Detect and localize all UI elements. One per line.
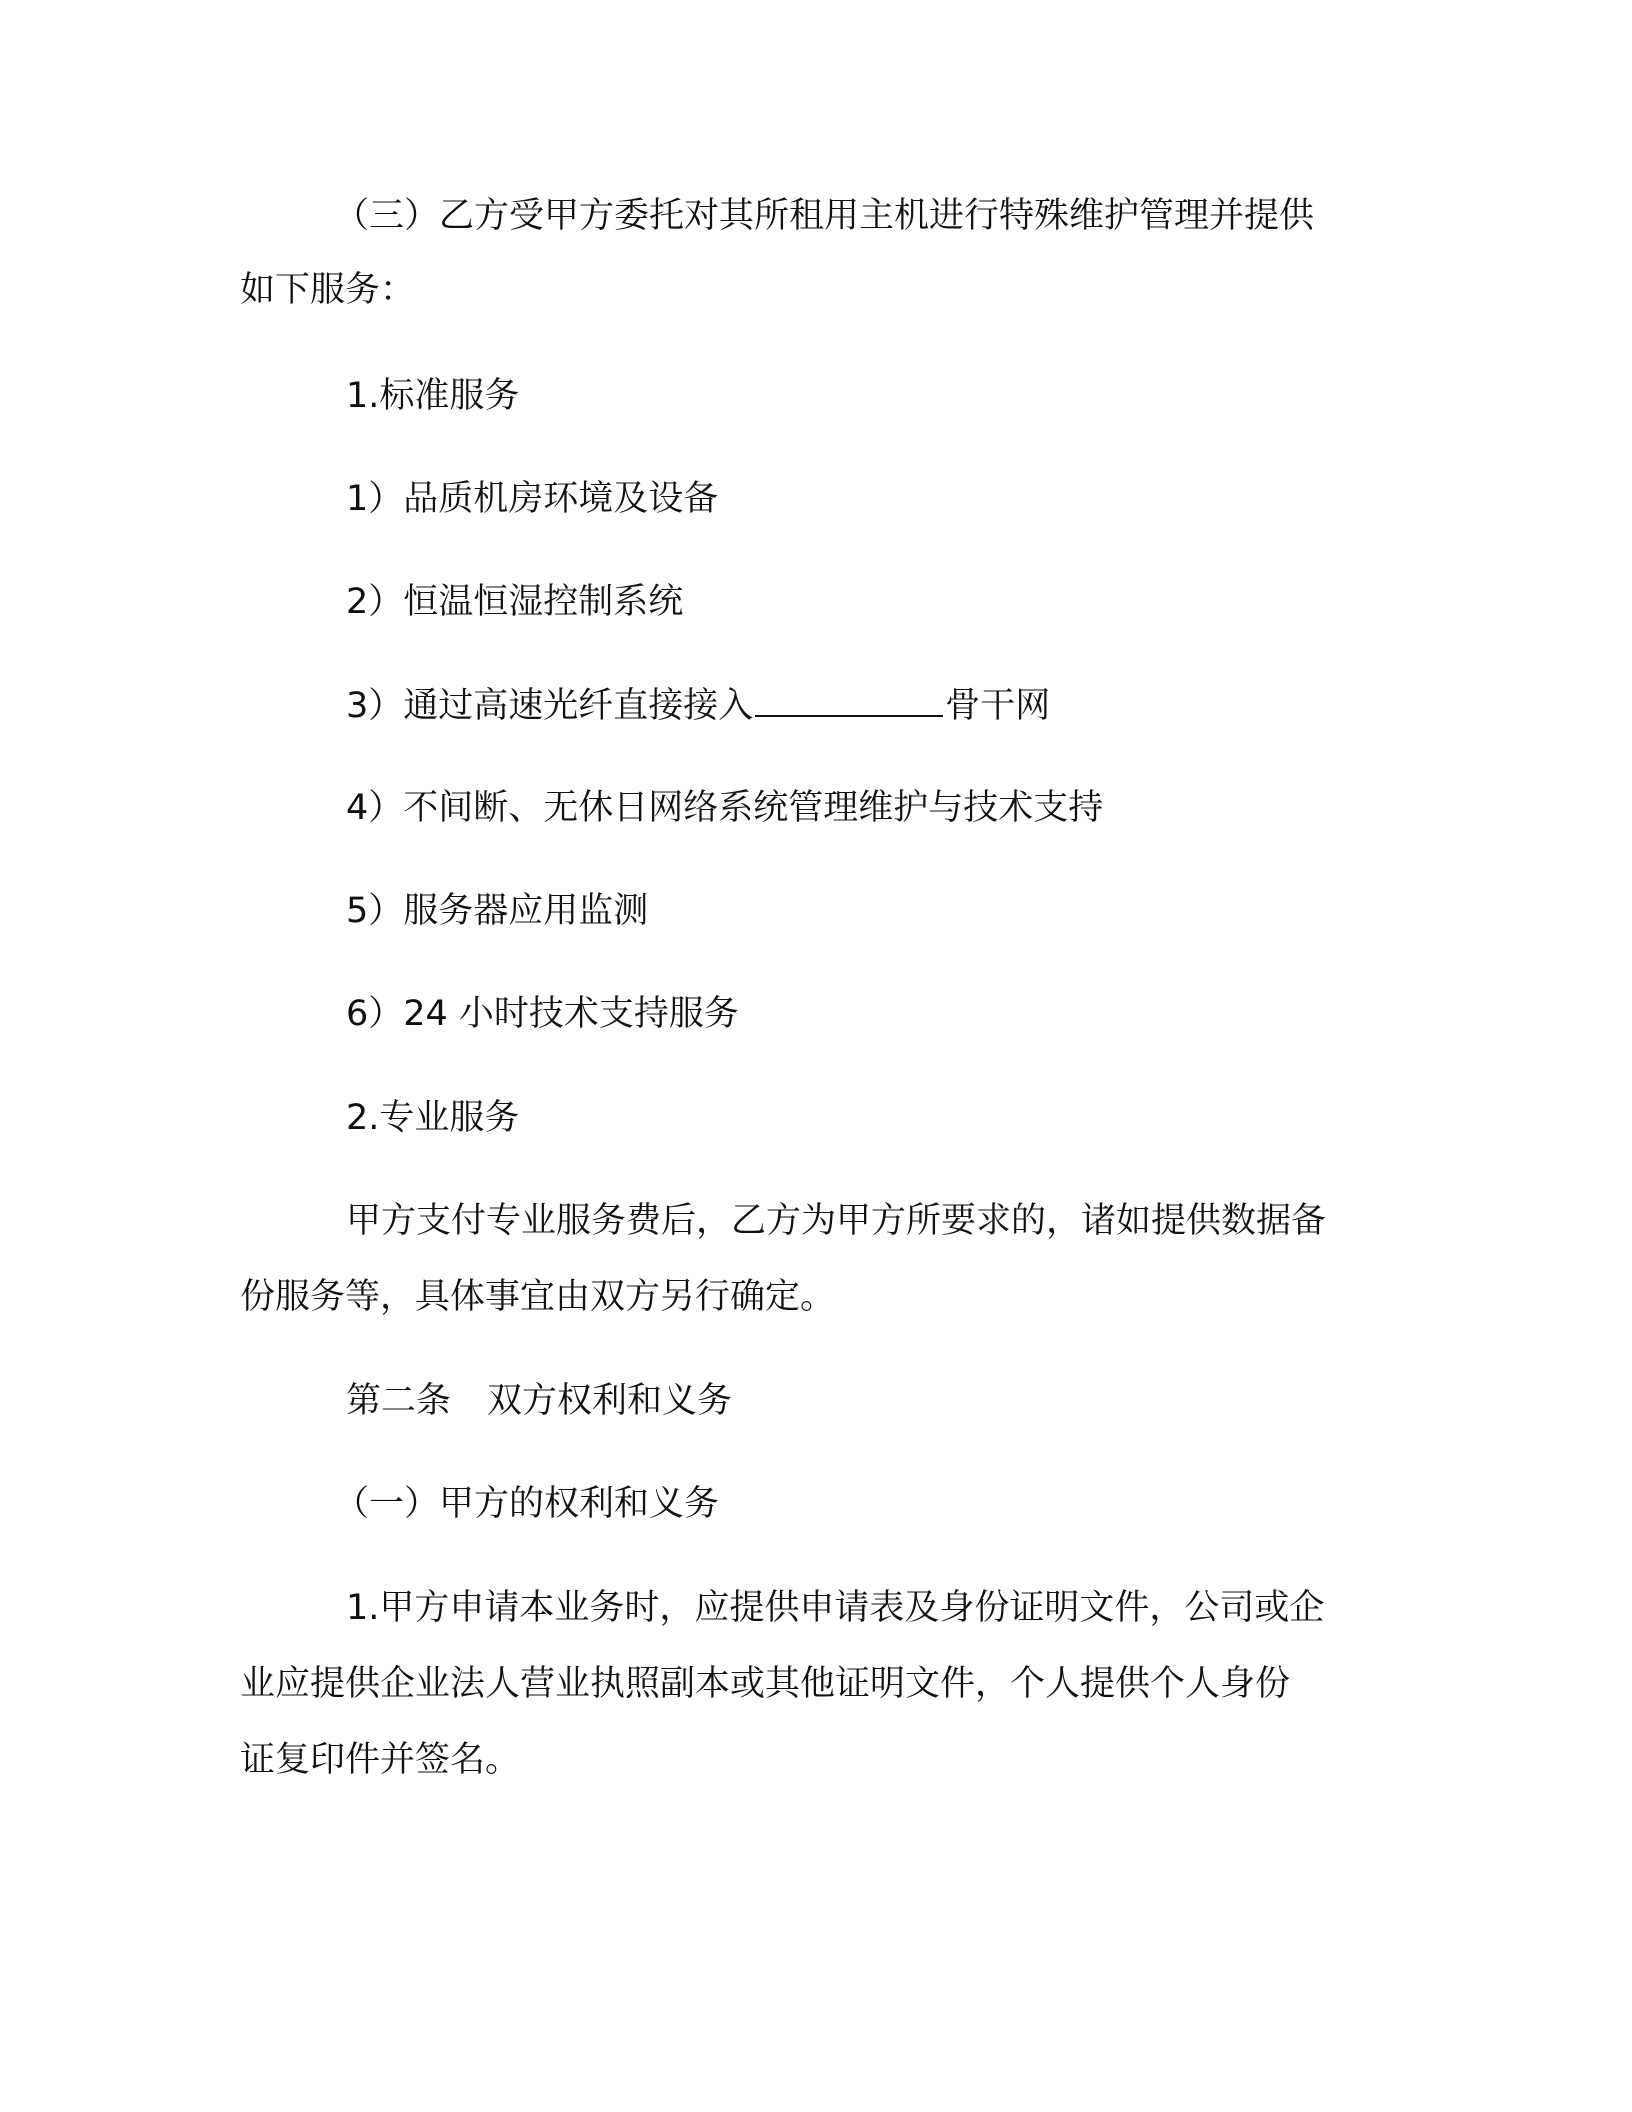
service-item-4: 4）不间断、无休日网络系统管理维护与技术支持	[346, 788, 1104, 828]
article2-heading	[346, 1381, 732, 1421]
service-item-3-prefix: 3）通过高速光纤直接接入	[346, 686, 754, 726]
party-a-item1-line1: 1.甲方申请本业务时，应提供申请表及身份证明文件，公司或企	[346, 1588, 1325, 1628]
standard-services-heading: 1.标准服务	[346, 376, 520, 416]
party-a-item1-line2: 业应提供企业法人营业执照副本或其他证明文件，个人提供个人身份	[240, 1664, 1291, 1704]
party-a-item1-line3: 证复印件并签名。	[240, 1740, 521, 1780]
professional-para-line2: 份服务等，具体事宜由双方另行确定。	[240, 1277, 836, 1317]
section3-intro-line1: （三）乙方受甲方委托对其所租用主机进行特殊维护管理并提供	[334, 196, 1315, 236]
fill-in-blank	[755, 685, 943, 717]
party-a-heading: （一）甲方的权利和义务	[334, 1484, 720, 1524]
article-number: 第二条	[346, 1381, 452, 1421]
service-item-3-suffix: 骨干网	[945, 686, 1051, 726]
service-item-6: 6）24 小时技术支持服务	[346, 994, 739, 1034]
article-title: 双方权利和义务	[487, 1381, 733, 1421]
service-item-2: 2）恒温恒湿控制系统	[346, 582, 684, 622]
professional-services-heading: 2.专业服务	[346, 1098, 520, 1138]
service-item-1: 1）品质机房环境及设备	[346, 479, 719, 519]
section3-intro-line2: 如下服务：	[240, 270, 416, 310]
service-item-5: 5）服务器应用监测	[346, 891, 649, 931]
service-item-3	[346, 685, 1050, 726]
professional-para-line1: 甲方支付专业服务费后，乙方为甲方所要求的，诸如提供数据备	[346, 1201, 1327, 1241]
